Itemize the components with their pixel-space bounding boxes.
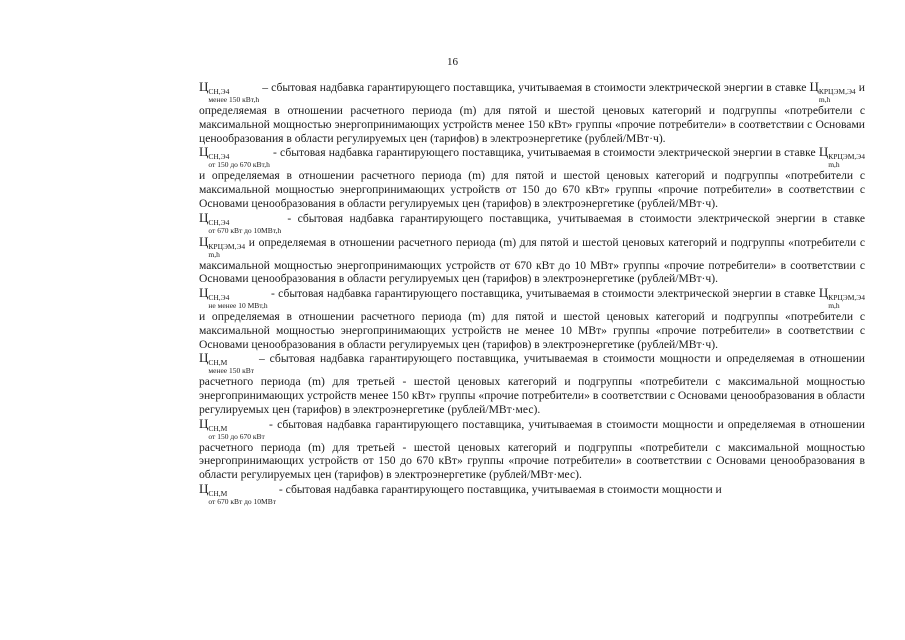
definition-text: и определяемая в отношении расчетного периода (m) для пятой и шестой ценовых категорий и подгруппы «потребители с максимальной мощностью энергопринимающих устройств от 150 до 670 кВт» группы «прочие потребители» в соответствии с Основами ценообразования в области регулируемых цен (тарифов) в электроэнергетике (рублей/МВт·ч). (199, 169, 865, 210)
definition-paragraph (199, 80, 865, 145)
definition-text: - сбытовая надбавка гарантирующего поставщика, учитываемая в стоимости мощности и (276, 482, 722, 496)
tariff-symbol: Ц СН,М от 670 кВт до 10МВт (199, 480, 277, 506)
inline-rate-symbol: Ц КРЦЭМ,Э4 m,h (818, 144, 865, 170)
definition-text: и определяемая в отношении расчетного периода (m) для пятой и шестой ценовых категорий и подгруппы «потребители с максимальной мощностью энергопринимающих устройств менее 150 кВт» группы «прочие потребители» в соответствии с Основами ценообразования в области регулируемых цен (тарифов) в электроэнергетике (рублей/МВт·ч). (199, 81, 865, 145)
definition-paragraph (199, 482, 865, 506)
inline-rate-symbol: Ц КРЦЭМ,Э4 m,h (818, 285, 865, 310)
definition-text: - сбытовая надбавка гарантирующего поставщика, учитываемая в стоимости мощности и определяемая в отношении расчетного периода (m) для третьей - шестой ценовых категорий и подгруппы «потребители с максимальной мощностью энергопринимающих устройств от 150 до 670 кВт» группы «прочие потребители» в соответствии с Основами ценообразования в области регулируемых цен (тарифов) в электроэнергетике (рублей/МВт·мес). (199, 417, 865, 481)
tariff-symbol: Ц СН,Э4 менее 150 кВт,h (199, 79, 260, 104)
page-number: 16 (447, 56, 458, 68)
definition-text: – сбытовая надбавка гарантирующего поставщика, учитываемая в стоимости электрической энергии в ставке (259, 81, 810, 94)
document-body (199, 80, 865, 506)
tariff-symbol: Ц СН,М менее 150 кВт (199, 350, 255, 376)
definition-paragraph (199, 286, 865, 351)
tariff-symbol: Ц СН,Э4 от 150 до 670 кВт,h (199, 144, 270, 170)
definition-text: и определяемая в отношении расчетного периода (m) для пятой и шестой ценовых категорий и подгруппы «потребители с максимальной мощностью энергопринимающих устройств от 670 кВт до 10 МВт» группы «прочие потребители» в соответствии с Основами ценообразования в области регулируемых цен (тарифов) в электроэнергетике (рублей/МВт·ч). (199, 235, 865, 286)
definition-paragraph (199, 211, 865, 287)
tariff-symbol: Ц СН,Э4 от 670 кВт до 10МВт,h (199, 209, 282, 235)
definition-text: - сбытовая надбавка гарантирующего поставщика, учитываемая в стоимости электрической энергии в ставке (269, 146, 819, 160)
definition-text: - сбытовая надбавка гарантирующего поставщика, учитываемая в стоимости электрической энергии в ставке (281, 211, 865, 225)
definition-paragraph (199, 145, 865, 210)
tariff-symbol: Ц СН,Э4 не менее 10 МВт,h (199, 285, 268, 310)
tariff-symbol: Ц СН,М от 150 до 670 кВт (199, 415, 265, 441)
inline-rate-symbol: Ц КРЦЭМ,Э4 m,h (809, 79, 856, 104)
inline-rate-symbol: Ц КРЦЭМ,Э4 m,h (199, 233, 246, 259)
definition-text: - сбытовая надбавка гарантирующего поставщика, учитываемая в стоимости электрической энергии в ставке (267, 287, 819, 300)
definition-paragraph (199, 351, 865, 416)
definition-text: – сбытовая надбавка гарантирующего поставщика, учитываемая в стоимости мощности и определяемая в отношении расчетного периода (m) для третьей - шестой ценовых категорий и подгруппы «потребители с максимальной мощностью энергопринимающих устройств менее 150 кВт» группы «прочие потребители» в соответствии с Основами ценообразования в области регулируемых цен (тарифов) в электроэнергетике (рублей/МВт·мес). (199, 352, 865, 416)
definition-text: и определяемая в отношении расчетного периода (m) для пятой и шестой ценовых категорий и подгруппы «потребители с максимальной мощностью энергопринимающих устройств не менее 10 МВт» группы «прочие потребители» в соответствии с Основами ценообразования в области регулируемых цен (тарифов) в электроэнергетике (рублей/МВт·ч). (199, 310, 865, 351)
definition-paragraph (199, 417, 865, 482)
